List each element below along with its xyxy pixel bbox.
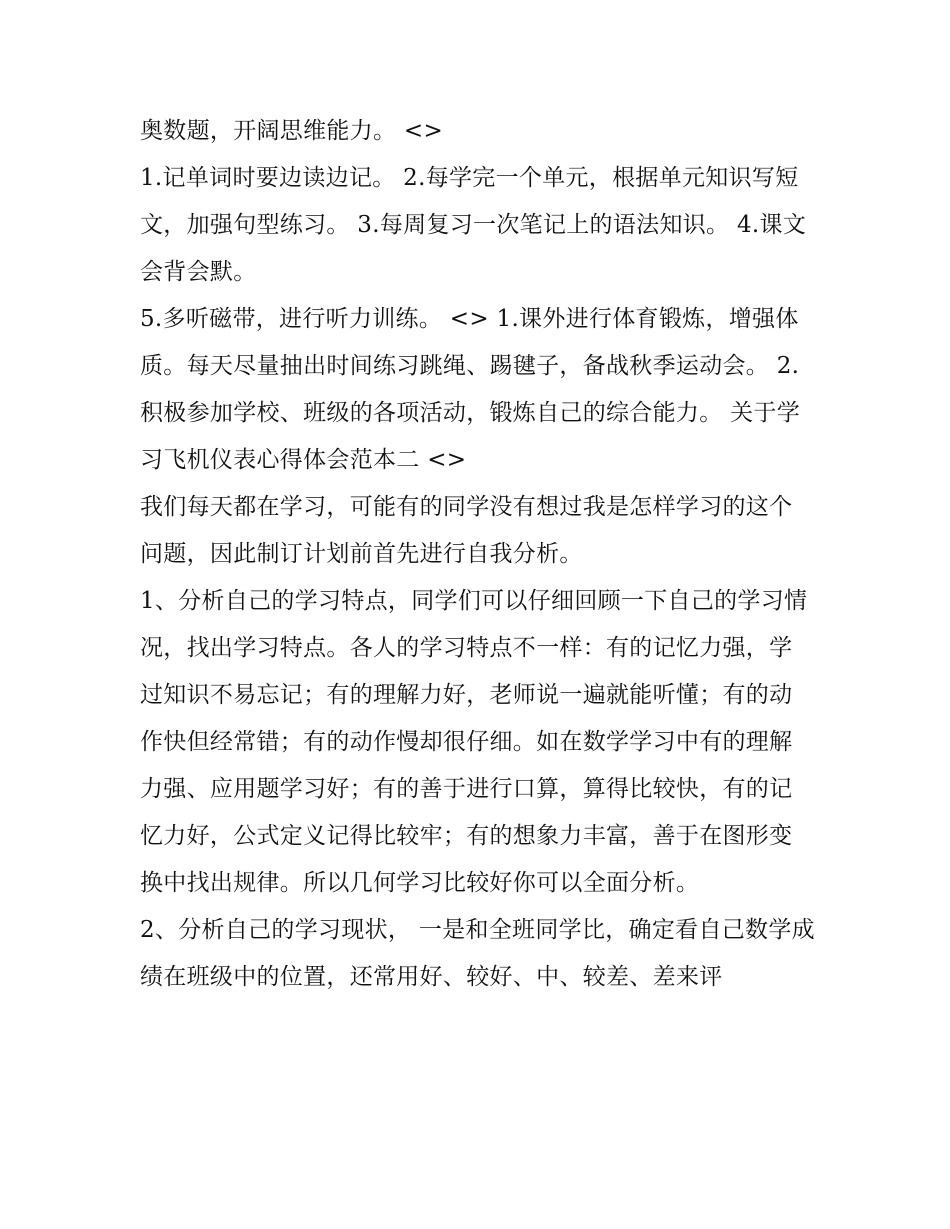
- paragraph: 奥数题，开阔思维能力。 <>: [140, 118, 444, 144]
- paragraph: 我们每天都在学习，可能有的同学没有想过我是怎样学习的这个问题，因此制订计划前首先进行自我分析。: [140, 494, 793, 567]
- paragraph: 1、分析自己的学习特点，同学们可以仔细回顾一下自己的学习情况，找出学习特点。各人的学习特点不一样：有的记忆力强，学过知识不易忘记；有的理解力好，老师说一遍就能听懂；有的动作快但经常错；有的动作慢却很仔细。如在数学学习中有的理解力强、应用题学习好；有的善于进行口算，算得比较快，有的记忆力好，公式定义记得比较牢；有的想象力丰富，善于在图形变换中找出规律。所以几何学习比较好你可以全面分析。: [140, 588, 808, 896]
- paragraph: 2、分析自己的学习现状， 一是和全班同学比，确定看自己数学成绩在班级中的位置，还常用好、较好、中、较差、差来评: [140, 917, 815, 990]
- paragraph: 5.多听磁带，进行听力训练。 <> 1.课外进行体育锻炼，增强体质。每天尽量抽出时间练习跳绳、踢毽子，备战秋季运动会。 2.积极参加学校、班级的各项活动，锻炼自己的综合能力。 关于学习飞机仪表心得体会范本二 <>: [140, 306, 801, 473]
- document-body: [140, 108, 815, 1001]
- paragraph: 1.记单词时要边读边记。 2.每学完一个单元，根据单元知识写短文，加强句型练习。 3.每周复习一次笔记上的语法知识。 4.课文会背会默。: [140, 165, 807, 285]
